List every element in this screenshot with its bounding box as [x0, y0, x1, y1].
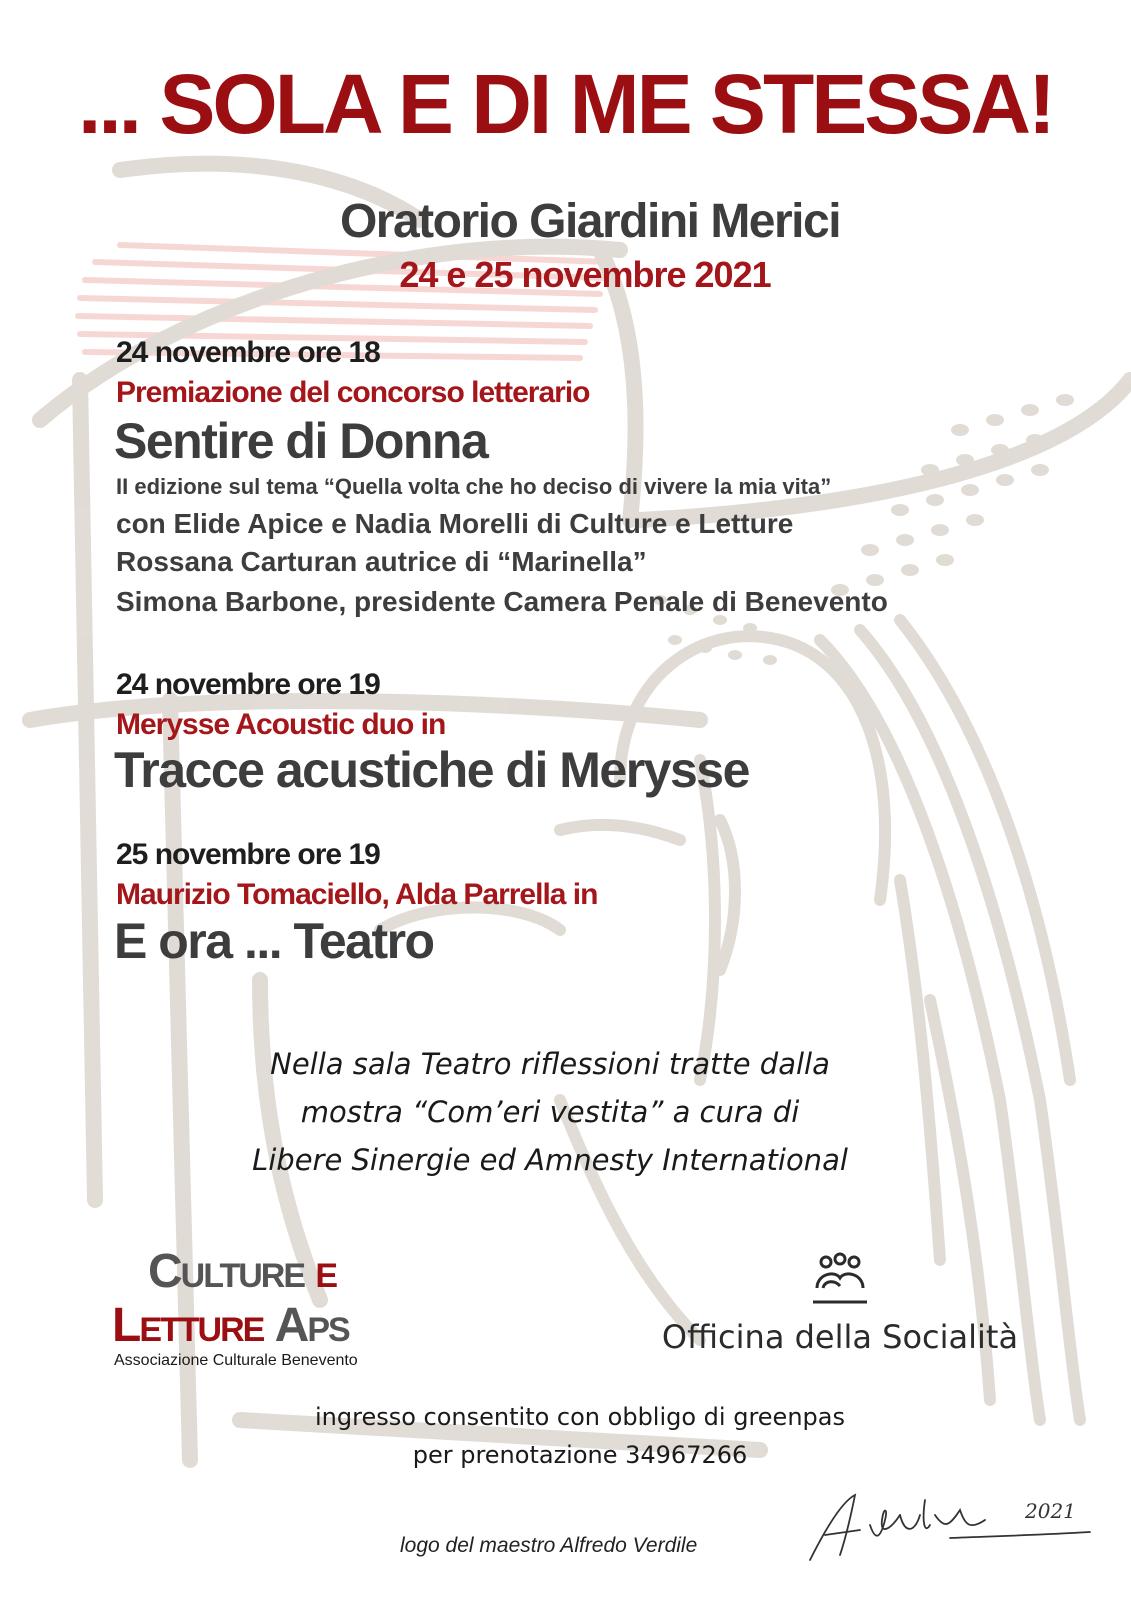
event-3-subtitle: Maurizio Tomaciello, Alda Parrella in [116, 878, 598, 911]
officina-socialita-logo [640, 1250, 1040, 1356]
greenpass-notice: ingresso consentito con obbligo di greenpas [315, 1403, 845, 1431]
logo-word-aps: Aps [274, 1299, 349, 1352]
venue-name: Oratorio Giardini Merici [339, 195, 841, 248]
officina-name: Officina della Socialità [661, 1318, 1019, 1356]
logo-word-culture: Culture [148, 1245, 305, 1298]
event-1-title: Sentire di Donna [114, 413, 488, 469]
poster-title: ... SOLA E DI ME STESSA! [77, 57, 1053, 151]
note-line: mostra “Com’eri vestita” a cura di [300, 1095, 800, 1129]
logo-tagline: Associazione Culturale Benevento [114, 1352, 358, 1369]
event-1-subtitle: Premiazione del concorso letterario [116, 376, 590, 409]
logo-word-e: e [315, 1245, 337, 1298]
people-group-icon [805, 1250, 875, 1312]
logo-word-letture: Letture [112, 1299, 264, 1352]
event-1-detail-author: Rossana Carturan autrice di “Marinella” [116, 546, 647, 577]
event-1-time: 24 novembre ore 18 [116, 336, 380, 369]
booking-info [0, 1398, 1131, 1474]
event-2-subtitle: Merysse Acoustic duo in [116, 708, 446, 741]
booking-phone: per prenotazione 34967266 [412, 1441, 748, 1469]
signature-year: 2021 [1025, 1499, 1076, 1523]
exhibition-note [170, 1040, 930, 1184]
note-line: Nella sala Teatro riflessioni tratte dalla [270, 1047, 830, 1081]
note-line: Libere Sinergie ed Amnesty International [252, 1143, 848, 1177]
event-3-time: 25 novembre ore 19 [116, 838, 380, 871]
event-2-title: Tracce acustiche di Merysse [114, 742, 749, 798]
logo-credit: logo del maestro Alfredo Verdile [400, 1534, 698, 1557]
event-1-detail-president: Simona Barbone, presidente Camera Penale di Benevento [116, 586, 888, 617]
event-3-title: E ora ... Teatro [114, 913, 434, 969]
culture-e-letture-logo [112, 1245, 432, 1370]
event-1-detail-guests: con Elide Apice e Nadia Morelli di Culture e Letture [116, 508, 794, 539]
event-dates: 24 e 25 novembre 2021 [399, 254, 771, 295]
event-1-detail-theme: II edizione sul tema “Quella volta che ho deciso di vivere la mia vita” [116, 474, 832, 499]
event-2-time: 24 novembre ore 19 [116, 668, 380, 701]
artist-signature [800, 1480, 1100, 1570]
